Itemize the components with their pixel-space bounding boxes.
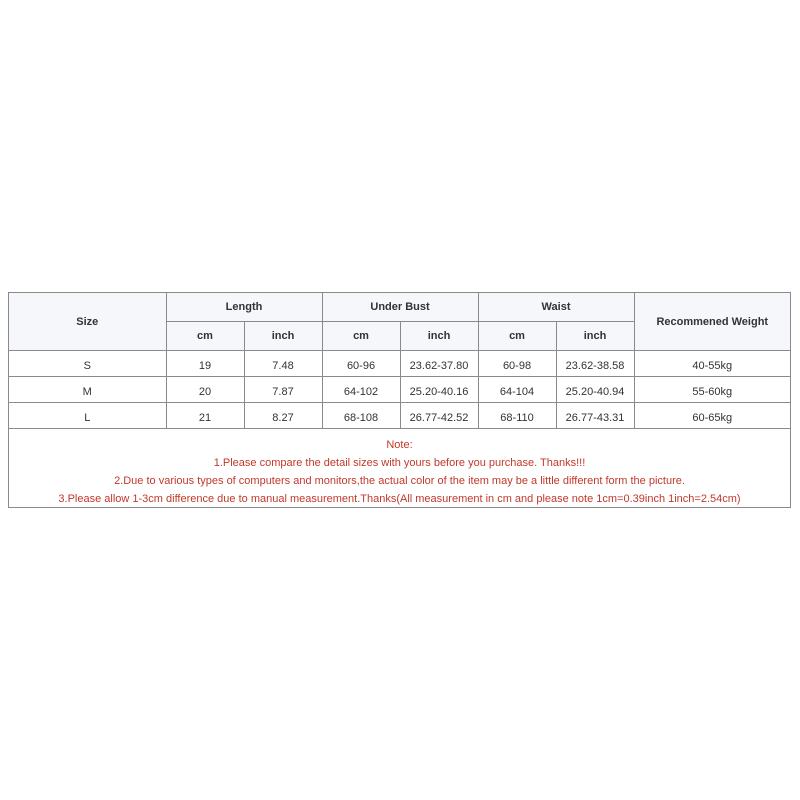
table-row: [9, 377, 790, 403]
cell-waist-cm: 64-104: [478, 377, 556, 403]
notes-title: Note:: [386, 439, 413, 451]
cell-length-inch: 7.48: [244, 351, 322, 377]
size-chart: [8, 292, 791, 508]
header-under-bust: Under Bust: [322, 293, 478, 322]
cell-length-cm: 20: [166, 377, 244, 403]
cell-waist-cm: 60-98: [478, 351, 556, 377]
cell-bust-inch: 23.62-37.80: [400, 351, 478, 377]
cell-length-inch: 7.87: [244, 377, 322, 403]
cell-weight: 55-60kg: [634, 377, 790, 403]
cell-waist-inch: 26.77-43.31: [556, 403, 634, 429]
table-row: [9, 351, 790, 377]
subheader-length-inch: inch: [244, 322, 322, 351]
header-waist: Waist: [478, 293, 634, 322]
subheader-bust-cm: cm: [322, 322, 400, 351]
cell-bust-inch: 26.77-42.52: [400, 403, 478, 429]
subheader-waist-inch: inch: [556, 322, 634, 351]
cell-bust-cm: 68-108: [322, 403, 400, 429]
note-line-1: 1.Please compare the detail sizes with yours before you purchase. Thanks!!!: [213, 457, 586, 469]
subheader-length-cm: cm: [166, 322, 244, 351]
cell-size: M: [9, 377, 166, 403]
cell-weight: 60-65kg: [634, 403, 790, 429]
note-line-2: 2.Due to various types of computers and monitors,the actual color of the item may be a little different form the picture.: [114, 475, 685, 487]
size-table: [9, 293, 790, 429]
cell-length-cm: 21: [166, 403, 244, 429]
cell-size: L: [9, 403, 166, 429]
cell-bust-inch: 25.20-40.16: [400, 377, 478, 403]
cell-length-inch: 8.27: [244, 403, 322, 429]
cell-waist-cm: 68-110: [478, 403, 556, 429]
subheader-bust-inch: inch: [400, 322, 478, 351]
cell-weight: 40-55kg: [634, 351, 790, 377]
cell-size: S: [9, 351, 166, 377]
cell-waist-inch: 25.20-40.94: [556, 377, 634, 403]
cell-bust-cm: 60-96: [322, 351, 400, 377]
cell-bust-cm: 64-102: [322, 377, 400, 403]
note-line-3: 3.Please allow 1-3cm difference due to manual measurement.Thanks(All measurement in cm and please note 1cm=0.39inch 1inch=2.54cm): [58, 493, 741, 505]
cell-waist-inch: 23.62-38.58: [556, 351, 634, 377]
header-length: Length: [166, 293, 322, 322]
cell-length-cm: 19: [166, 351, 244, 377]
notes-section: [9, 416, 790, 508]
header-size: Size: [9, 293, 166, 351]
header-recommended-weight: Recommened Weight: [634, 293, 790, 351]
subheader-waist-cm: cm: [478, 322, 556, 351]
